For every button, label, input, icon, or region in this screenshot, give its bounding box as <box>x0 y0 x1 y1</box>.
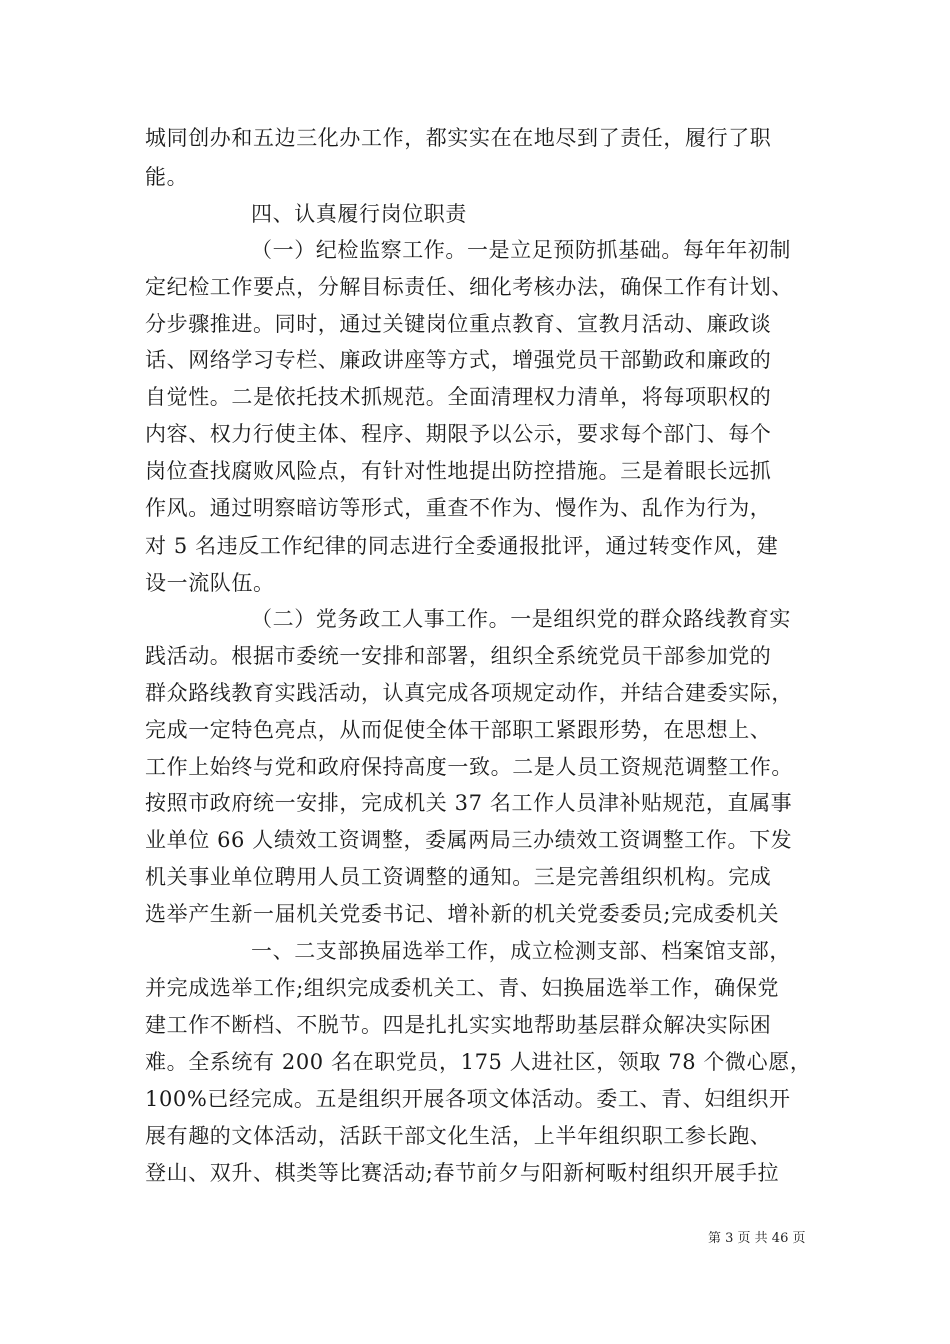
text-line: 城同创办和五边三化办工作，都实实在在地尽到了责任，履行了职 <box>145 126 772 150</box>
text-line: 自觉性。二是依托技术抓规范。全面清理权力清单，将每项职权的 <box>145 385 772 409</box>
text-line: （一）纪检监察工作。一是立足预防抓基础。每年年初制 <box>251 238 791 262</box>
text-line: 群众路线教育实践活动，认真完成各项规定动作，并结合建委实际， <box>145 681 793 705</box>
text-line: 话、网络学习专栏、廉政讲座等方式，增强党员干部勤政和廉政的 <box>145 348 772 372</box>
page-number-footer: 第 3 页 共 46 页 <box>708 1231 806 1246</box>
text-line: 完成一定特色亮点，从而促使全体干部职工紧跟形势，在思想上、 <box>145 718 772 742</box>
text-line: 机关事业单位聘用人员工资调整的通知。三是完善组织机构。完成 <box>145 865 772 889</box>
text-line: 展有趣的文体活动，活跃干部文化生活，上半年组织职工参长跑、 <box>145 1124 772 1148</box>
text-line: 按照市政府统一安排，完成机关 37 名工作人员津补贴规范，直属事 <box>145 791 793 815</box>
text-line: 工作上始终与党和政府保持高度一致。二是人员工资规范调整工作。 <box>145 755 793 779</box>
text-line: 分步骤推进。同时，通过关键岗位重点教育、宣教月活动、廉政谈 <box>145 312 772 336</box>
text-line: 定纪检工作要点，分解目标责任、细化考核办法，确保工作有计划、 <box>145 275 793 299</box>
text-line: 100%已经完成。五是组织开展各项文体活动。委工、青、妇组织开 <box>145 1087 791 1111</box>
text-line: 作风。通过明察暗访等形式，重查不作为、慢作为、乱作为行为， <box>145 496 772 520</box>
text-line: 内容、权力行使主体、程序、期限予以公示，要求每个部门、每个 <box>145 422 772 446</box>
text-line: 岗位查找腐败风险点，有针对性地提出防控措施。三是着眼长远抓 <box>145 459 772 483</box>
text-line: （二）党务政工人事工作。一是组织党的群众路线教育实 <box>251 607 791 631</box>
text-line: 能。 <box>145 165 189 189</box>
text-line: 选举产生新一届机关党委书记、增补新的机关党委委员;完成委机关 <box>145 902 780 926</box>
text-line: 难。全系统有 200 名在职党员，175 人进社区，领取 78 个微心愿， <box>145 1050 812 1074</box>
text-line: 并完成选举工作;组织完成委机关工、青、妇换届选举工作，确保党 <box>145 976 780 1000</box>
text-line: 践活动。根据市委统一安排和部署，组织全系统党员干部参加党的 <box>145 644 772 668</box>
text-line: 设一流队伍。 <box>145 571 275 595</box>
section-heading: 四、认真履行岗位职责 <box>251 202 467 226</box>
text-line: 登山、双升、棋类等比赛活动;春节前夕与阳新柯畈村组织开展手拉 <box>145 1161 780 1185</box>
text-line: 业单位 66 人绩效工资调整，委属两局三办绩效工资调整工作。下发 <box>145 828 793 852</box>
text-line: 一、二支部换届选举工作，成立检测支部、档案馆支部， <box>251 939 791 963</box>
text-line: 建工作不断档、不脱节。四是扎扎实实地帮助基层群众解决实际困 <box>145 1013 772 1037</box>
text-line: 对 5 名违反工作纪律的同志进行全委通报批评，通过转变作风，建 <box>145 534 779 558</box>
